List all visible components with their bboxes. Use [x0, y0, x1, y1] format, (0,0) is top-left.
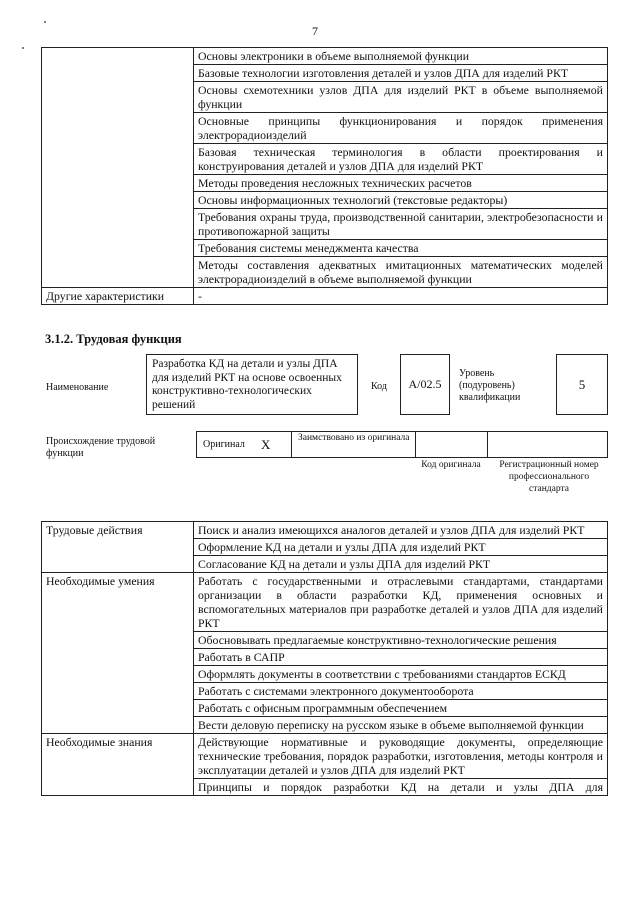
- knowledge-item: Принципы и порядок разработки КД на детали и узлы ДПА для: [194, 779, 608, 796]
- skill-item: Работать с системами электронного документооборота: [194, 683, 608, 700]
- top-knowledge-table: [41, 47, 608, 305]
- origin-divider: [291, 431, 292, 458]
- action-item: Оформление КД на детали и узлы ДПА для изделий РКТ: [194, 539, 608, 556]
- skill-item: Работать в САПР: [194, 649, 608, 666]
- function-code-box: А/02.5: [400, 354, 450, 415]
- level-label: Уровень (подуровень) квалификации: [459, 368, 521, 403]
- knowledge-item: Требования охраны труда, производственной санитарии, электробезопасности и противопожарной защиты: [194, 209, 608, 240]
- original-label: Оригинал: [203, 439, 245, 450]
- skill-item: Оформлять документы в соответствии с требованиями стандартов ЕСКД: [194, 666, 608, 683]
- knowledge-item: Основные принципы функционирования и порядок применения электрорадиоизделий: [194, 113, 608, 144]
- action-item: Согласование КД на детали и узлы ДПА для изделий РКТ: [194, 556, 608, 573]
- actions-label: Трудовые действия: [42, 522, 194, 573]
- knowledge-item: Действующие нормативные и руководящие документы, определяющие технические требования, порядок разработки, изготовления, методы контроля и эксплуатации деталей и узлов ДПА для изделий РКТ: [194, 734, 608, 779]
- origin-label: Происхождение трудовой функции: [46, 436, 156, 459]
- page-number: 7: [312, 24, 318, 38]
- other-characteristics-label: Другие характеристики: [42, 288, 194, 305]
- skill-item: Обосновывать предлагаемые конструктивно-технологические решения: [194, 632, 608, 649]
- knowledge-item: Базовые технологии изготовления деталей и узлов ДПА для изделий РКТ: [194, 65, 608, 82]
- knowledge-item: Основы электроники в объеме выполняемой функции: [194, 48, 608, 65]
- skill-item: Вести деловую переписку на русском языке в объеме выполняемой функции: [194, 717, 608, 734]
- registration-number-caption: Регистрационный номер профессионального стандарта: [499, 460, 599, 494]
- origin-row: [196, 431, 608, 458]
- action-item: Поиск и анализ имеющихся аналогов деталей и узлов ДПА для изделий РКТ: [194, 522, 608, 539]
- scan-speck: [44, 21, 46, 23]
- skills-label: Необходимые умения: [42, 573, 194, 734]
- knowledge-label: Необходимые знания: [42, 734, 194, 796]
- skill-item: Работать с государственными и отраслевыми стандартами, стандартами организации в области разработки КД, применения основных и вспомогательных материалов при разработке деталей и узлов ДПА для изделий РКТ: [194, 573, 608, 632]
- original-mark: X: [261, 437, 271, 452]
- function-name-box: Разработка КД на детали и узлы ДПА для изделий РКТ на основе освоенных конструктивно-технологических решений: [146, 354, 358, 415]
- qualification-level-box: 5: [556, 354, 608, 415]
- code-label: Код: [371, 381, 387, 392]
- empty-label-cell: [42, 48, 194, 288]
- borrowed-label: Заимствовано из оригинала: [298, 433, 410, 443]
- labor-function-table: [41, 521, 608, 796]
- knowledge-item: Базовая техническая терминология в области проектирования и конструирования деталей и узлов ДПА для изделий РКТ: [194, 144, 608, 175]
- knowledge-item: Основы информационных технологий (текстовые редакторы): [194, 192, 608, 209]
- knowledge-item: Основы схемотехники узлов ДПА для изделий РКТ в объеме выполняемой функции: [194, 82, 608, 113]
- skill-item: Работать с офисным программным обеспечением: [194, 700, 608, 717]
- knowledge-item: Методы проведения несложных технических расчетов: [194, 175, 608, 192]
- knowledge-item: Методы составления адекватных имитационных математических моделей электрорадиоизделий в объеме выполняемой функции: [194, 257, 608, 288]
- knowledge-item: Требования системы менеджмента качества: [194, 240, 608, 257]
- other-characteristics-value: -: [194, 288, 608, 305]
- code-original-caption: Код оригинала: [421, 460, 481, 470]
- name-label: Наименование: [46, 382, 109, 393]
- section-title: 3.1.2. Трудовая функция: [45, 332, 182, 346]
- origin-divider: [487, 431, 488, 458]
- origin-divider: [415, 431, 416, 458]
- scan-speck: [22, 47, 24, 49]
